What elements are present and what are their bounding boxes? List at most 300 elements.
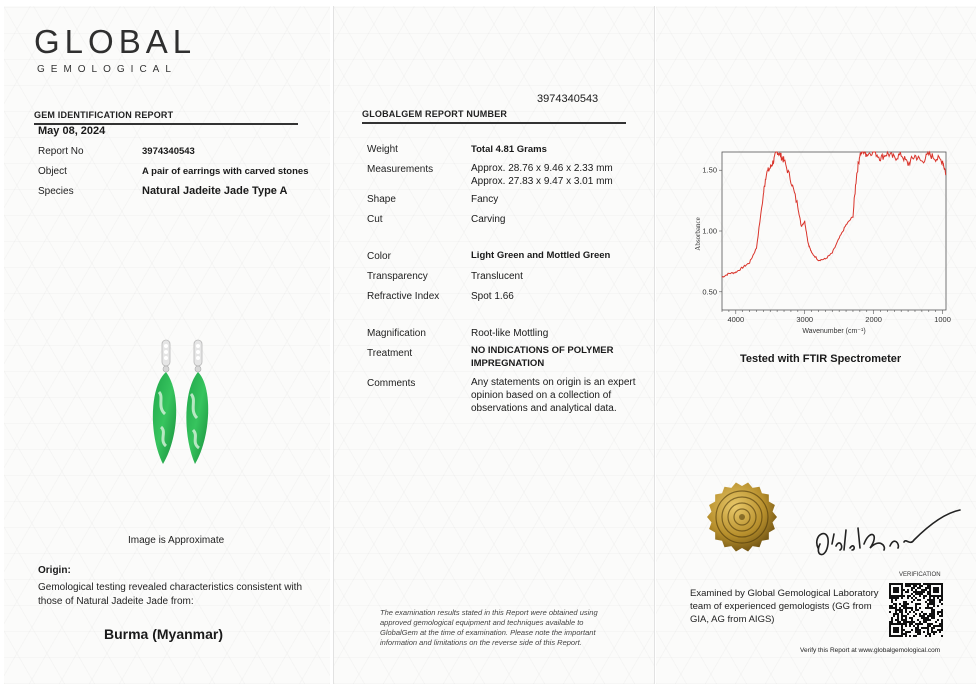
- qr-module: [903, 595, 905, 597]
- qr-module: [929, 601, 931, 603]
- details-panel: [333, 6, 655, 684]
- qr-module: [903, 615, 905, 617]
- qr-module: [889, 591, 891, 593]
- qr-module: [899, 583, 901, 585]
- qr-module: [891, 601, 893, 603]
- qr-module: [915, 603, 917, 605]
- qr-module: [907, 585, 909, 587]
- qr-module: [913, 587, 915, 589]
- qr-module: [901, 631, 903, 633]
- qr-module: [901, 591, 903, 593]
- qr-module: [941, 587, 943, 589]
- qr-module: [933, 583, 935, 585]
- qr-module: [901, 597, 903, 599]
- qr-module: [933, 611, 935, 613]
- qr-module: [941, 583, 943, 585]
- qr-module: [935, 621, 937, 623]
- qr-module: [903, 607, 905, 609]
- qr-module: [931, 615, 933, 617]
- qr-module: [889, 635, 891, 637]
- qr-module: [931, 623, 933, 625]
- qr-module: [923, 627, 925, 629]
- qr-module: [931, 611, 933, 613]
- qr-module: [941, 629, 943, 631]
- qr-module: [895, 609, 897, 611]
- qr-module: [935, 587, 937, 589]
- qr-module: [897, 613, 899, 615]
- qr-module: [933, 603, 935, 605]
- qr-module: [923, 597, 925, 599]
- qr-module: [901, 625, 903, 627]
- qr-module: [889, 625, 891, 627]
- qr-module: [903, 623, 905, 625]
- qr-module: [941, 625, 943, 627]
- qr-module: [889, 595, 891, 597]
- qr-module: [941, 627, 943, 629]
- qr-module: [891, 623, 893, 625]
- logo-wordmark: GLOBAL: [34, 23, 197, 60]
- qr-module: [923, 617, 925, 619]
- qr-module: [933, 631, 935, 633]
- qr-module: [935, 589, 937, 591]
- verification-qr-code[interactable]: [889, 583, 943, 637]
- qr-module: [925, 619, 927, 621]
- qr-module: [921, 611, 923, 613]
- qr-module: [919, 593, 921, 595]
- qr-module: [915, 613, 917, 615]
- qr-module: [905, 609, 907, 611]
- qr-module: [901, 615, 903, 617]
- qr-module: [929, 589, 931, 591]
- qr-module: [899, 609, 901, 611]
- qr-module: [931, 601, 933, 603]
- qr-module: [907, 607, 909, 609]
- qr-module: [923, 631, 925, 633]
- qr-module: [889, 583, 891, 585]
- qr-module: [929, 615, 931, 617]
- qr-module: [895, 635, 897, 637]
- report-no-value: 3974340543: [142, 146, 195, 157]
- qr-module: [931, 629, 933, 631]
- spectrum-panel: [656, 6, 976, 684]
- weight-value: Total 4.81 Grams: [471, 144, 547, 155]
- qr-module: [913, 625, 915, 627]
- qr-module: [927, 591, 929, 593]
- qr-module: [909, 621, 911, 623]
- qr-module: [933, 591, 935, 593]
- qr-module: [919, 595, 921, 597]
- cut-value: Carving: [471, 214, 506, 225]
- qr-module: [911, 629, 913, 631]
- qr-module: [921, 593, 923, 595]
- qr-module: [931, 583, 933, 585]
- y-tick-label: 1.00: [702, 226, 717, 236]
- qr-module: [913, 599, 915, 601]
- qr-module: [921, 585, 923, 587]
- qr-module: [911, 589, 913, 591]
- object-value: A pair of earrings with carved stones: [142, 166, 309, 177]
- species-label: Species: [38, 186, 74, 197]
- qr-module: [919, 583, 921, 585]
- qr-module: [931, 627, 933, 629]
- qr-module: [909, 617, 911, 619]
- refractive-index-value: Spot 1.66: [471, 291, 514, 302]
- qr-module: [905, 605, 907, 607]
- qr-module: [909, 625, 911, 627]
- qr-module: [941, 635, 943, 637]
- spectrum-line: [722, 152, 946, 277]
- qr-module: [921, 623, 923, 625]
- qr-module: [929, 613, 931, 615]
- qr-module: [889, 629, 891, 631]
- comments-line-2: opinion based on a collection of: [471, 390, 612, 401]
- y-axis-label: Absorbance: [694, 217, 702, 251]
- qr-module: [927, 603, 929, 605]
- qr-module: [903, 633, 905, 635]
- qr-module: [911, 601, 913, 603]
- qr-module: [935, 631, 937, 633]
- qr-module: [897, 621, 899, 623]
- qr-module: [913, 583, 915, 585]
- qr-module: [899, 621, 901, 623]
- qr-module: [929, 599, 931, 601]
- qr-module: [901, 635, 903, 637]
- qr-module: [907, 597, 909, 599]
- qr-module: [909, 611, 911, 613]
- disclaimer-line: approved gemological equipment and techniques available to: [380, 618, 584, 627]
- qr-module: [901, 617, 903, 619]
- qr-module: [919, 613, 921, 615]
- qr-module: [915, 591, 917, 593]
- qr-module: [893, 587, 895, 589]
- qr-module: [909, 595, 911, 597]
- qr-module: [913, 595, 915, 597]
- qr-module: [929, 623, 931, 625]
- qr-module: [923, 619, 925, 621]
- qr-module: [901, 633, 903, 635]
- identification-panel: [4, 6, 330, 684]
- qr-module: [915, 593, 917, 595]
- qr-module: [915, 605, 917, 607]
- qr-module: [919, 629, 921, 631]
- qr-module: [897, 635, 899, 637]
- measurements-line-1: Approx. 28.76 x 9.46 x 2.33 mm: [471, 163, 613, 174]
- comments-line-3: observations and analytical data.: [471, 403, 617, 414]
- comments-label: Comments: [367, 378, 416, 389]
- qr-module: [925, 621, 927, 623]
- qr-module: [917, 633, 919, 635]
- qr-module: [941, 593, 943, 595]
- qr-module: [935, 583, 937, 585]
- qr-module: [893, 613, 895, 615]
- qr-module: [901, 587, 903, 589]
- qr-module: [901, 627, 903, 629]
- qr-module: [889, 611, 891, 613]
- examined-line-2: team of experienced gemologists (GG from: [690, 601, 872, 612]
- qr-module: [925, 583, 927, 585]
- color-value: Light Green and Mottled Green: [471, 250, 611, 261]
- qr-module: [929, 625, 931, 627]
- qr-module: [919, 615, 921, 617]
- qr-module: [935, 625, 937, 627]
- qr-module: [915, 589, 917, 591]
- qr-module: [937, 625, 939, 627]
- qr-module: [929, 593, 931, 595]
- magnification-value: Root-like Mottling: [471, 328, 549, 339]
- qr-module: [891, 607, 893, 609]
- qr-module: [927, 633, 929, 635]
- qr-module: [913, 635, 915, 637]
- qr-module: [895, 583, 897, 585]
- qr-module: [941, 611, 943, 613]
- weight-label: Weight: [367, 144, 398, 155]
- qr-module: [905, 621, 907, 623]
- qr-module: [901, 619, 903, 621]
- qr-module: [909, 607, 911, 609]
- qr-module: [921, 615, 923, 617]
- qr-module: [893, 631, 895, 633]
- origin-text-1: Gemological testing revealed characteristics consistent with: [38, 582, 303, 593]
- qr-module: [927, 629, 929, 631]
- qr-module: [931, 607, 933, 609]
- qr-module: [903, 621, 905, 623]
- qr-module: [901, 589, 903, 591]
- x-tick-label: 3000: [796, 315, 814, 324]
- qr-module: [919, 607, 921, 609]
- qr-module: [907, 631, 909, 633]
- qr-module: [915, 607, 917, 609]
- qr-module: [893, 597, 895, 599]
- qr-module: [895, 623, 897, 625]
- qr-module: [929, 635, 931, 637]
- x-axis-label: Wavenumber (cm⁻¹): [802, 328, 866, 335]
- qr-module: [895, 605, 897, 607]
- qr-module: [923, 589, 925, 591]
- qr-module: [929, 633, 931, 635]
- qr-module: [899, 611, 901, 613]
- qr-module: [907, 595, 909, 597]
- qr-module: [909, 635, 911, 637]
- qr-module: [895, 611, 897, 613]
- qr-module: [931, 603, 933, 605]
- qr-module: [891, 599, 893, 601]
- origin-text-2: those of Natural Jadeite Jade from:: [38, 596, 194, 607]
- qr-module: [939, 629, 941, 631]
- report-no-label: Report No: [38, 146, 84, 157]
- image-caption: Image is Approximate: [128, 535, 225, 546]
- qr-module: [895, 595, 897, 597]
- qr-module: [899, 635, 901, 637]
- qr-module: [917, 599, 919, 601]
- qr-module: [897, 627, 899, 629]
- qr-module: [927, 619, 929, 621]
- qr-module: [897, 597, 899, 599]
- qr-module: [933, 617, 935, 619]
- qr-module: [933, 615, 935, 617]
- qr-module: [941, 609, 943, 611]
- qr-module: [889, 633, 891, 635]
- qr-module: [893, 629, 895, 631]
- qr-module: [925, 627, 927, 629]
- shape-value: Fancy: [471, 194, 499, 205]
- globalgem-report-number-title: GLOBALGEM REPORT NUMBER: [362, 109, 508, 119]
- measurements-line-2: Approx. 27.83 x 9.47 x 3.01 mm: [471, 176, 613, 187]
- treatment-line-2: IMPREGNATION: [471, 358, 545, 369]
- qr-module: [919, 591, 921, 593]
- qr-module: [897, 609, 899, 611]
- transparency-value: Translucent: [471, 271, 523, 282]
- qr-module: [939, 625, 941, 627]
- qr-module: [915, 631, 917, 633]
- qr-module: [905, 591, 907, 593]
- qr-module: [933, 625, 935, 627]
- qr-module: [929, 603, 931, 605]
- qr-module: [907, 583, 909, 585]
- qr-module: [917, 609, 919, 611]
- qr-module: [931, 613, 933, 615]
- qr-module: [937, 605, 939, 607]
- qr-module: [941, 613, 943, 615]
- qr-module: [939, 611, 941, 613]
- qr-module: [927, 615, 929, 617]
- qr-module: [927, 605, 929, 607]
- treatment-line-1: NO INDICATIONS OF POLYMER: [471, 345, 614, 356]
- origin-heading: Origin:: [38, 565, 71, 576]
- disclaimer-line: GlobalGem at the time of examination. Please note the important: [380, 628, 596, 637]
- qr-module: [891, 605, 893, 607]
- qr-module: [917, 629, 919, 631]
- qr-module: [901, 629, 903, 631]
- qr-module: [933, 605, 935, 607]
- qr-module: [923, 583, 925, 585]
- qr-module: [895, 591, 897, 593]
- qr-module: [925, 635, 927, 637]
- qr-module: [905, 635, 907, 637]
- qr-module: [939, 599, 941, 601]
- qr-module: [917, 627, 919, 629]
- qr-module: [937, 613, 939, 615]
- qr-module: [933, 613, 935, 615]
- qr-module: [905, 607, 907, 609]
- qr-module: [931, 617, 933, 619]
- qr-module: [899, 607, 901, 609]
- qr-module: [927, 627, 929, 629]
- qr-module: [895, 603, 897, 605]
- qr-module: [911, 607, 913, 609]
- earring-left: [153, 340, 176, 464]
- qr-module: [913, 615, 915, 617]
- qr-module: [929, 587, 931, 589]
- report-date: May 08, 2024: [38, 125, 106, 137]
- qr-module: [913, 591, 915, 593]
- qr-module: [893, 595, 895, 597]
- qr-module: [941, 597, 943, 599]
- qr-module: [933, 587, 935, 589]
- qr-module: [911, 621, 913, 623]
- qr-module: [893, 623, 895, 625]
- qr-module: [913, 611, 915, 613]
- disclaimer-line: The examination results stated in this Report were obtained using: [380, 608, 598, 617]
- ftir-chart: [680, 146, 960, 341]
- qr-module: [895, 629, 897, 631]
- qr-module: [941, 599, 943, 601]
- qr-module: [897, 583, 899, 585]
- qr-module: [895, 589, 897, 591]
- qr-module: [917, 631, 919, 633]
- qr-module: [941, 585, 943, 587]
- qr-module: [891, 617, 893, 619]
- qr-module: [897, 629, 899, 631]
- qr-module: [921, 589, 923, 591]
- qr-module: [903, 629, 905, 631]
- qr-module: [911, 593, 913, 595]
- report-number: 3974340543: [537, 93, 599, 105]
- qr-module: [927, 587, 929, 589]
- transparency-label: Transparency: [367, 271, 428, 282]
- qr-module: [939, 623, 941, 625]
- qr-module: [937, 595, 939, 597]
- gold-seal-icon: [706, 481, 778, 553]
- qr-module: [891, 635, 893, 637]
- qr-module: [907, 621, 909, 623]
- spectrometer-caption: Tested with FTIR Spectrometer: [740, 353, 902, 365]
- plot-frame: [722, 152, 946, 310]
- measurements-label: Measurements: [367, 164, 434, 175]
- qr-module: [927, 623, 929, 625]
- y-tick-label: 1.50: [702, 165, 717, 175]
- qr-module: [929, 597, 931, 599]
- x-tick-label: 2000: [865, 315, 882, 324]
- qr-module: [913, 585, 915, 587]
- qr-module: [927, 583, 929, 585]
- qr-module: [905, 611, 907, 613]
- qr-module: [889, 593, 891, 595]
- qr-module: [901, 609, 903, 611]
- qr-module: [903, 603, 905, 605]
- logo-subline: GEMOLOGICAL: [37, 64, 177, 75]
- qr-module: [903, 601, 905, 603]
- qr-module: [937, 597, 939, 599]
- qr-module: [941, 589, 943, 591]
- qr-module: [893, 607, 895, 609]
- qr-module: [901, 611, 903, 613]
- qr-module: [911, 587, 913, 589]
- qr-module: [901, 623, 903, 625]
- qr-module: [897, 619, 899, 621]
- qr-module: [939, 595, 941, 597]
- qr-module: [941, 619, 943, 621]
- qr-module: [915, 623, 917, 625]
- qr-module: [891, 597, 893, 599]
- qr-module: [895, 597, 897, 599]
- verification-label: VERIFICATION: [899, 572, 941, 578]
- qr-module: [921, 617, 923, 619]
- qr-module: [907, 613, 909, 615]
- qr-module: [891, 619, 893, 621]
- qr-module: [909, 585, 911, 587]
- shape-label: Shape: [367, 194, 396, 205]
- qr-module: [889, 607, 891, 609]
- qr-module: [893, 591, 895, 593]
- y-tick-label: 0.50: [702, 287, 717, 297]
- qr-module: [939, 583, 941, 585]
- qr-module: [919, 599, 921, 601]
- qr-module: [941, 603, 943, 605]
- qr-module: [937, 583, 939, 585]
- qr-module: [925, 589, 927, 591]
- qr-module: [899, 603, 901, 605]
- qr-module: [917, 587, 919, 589]
